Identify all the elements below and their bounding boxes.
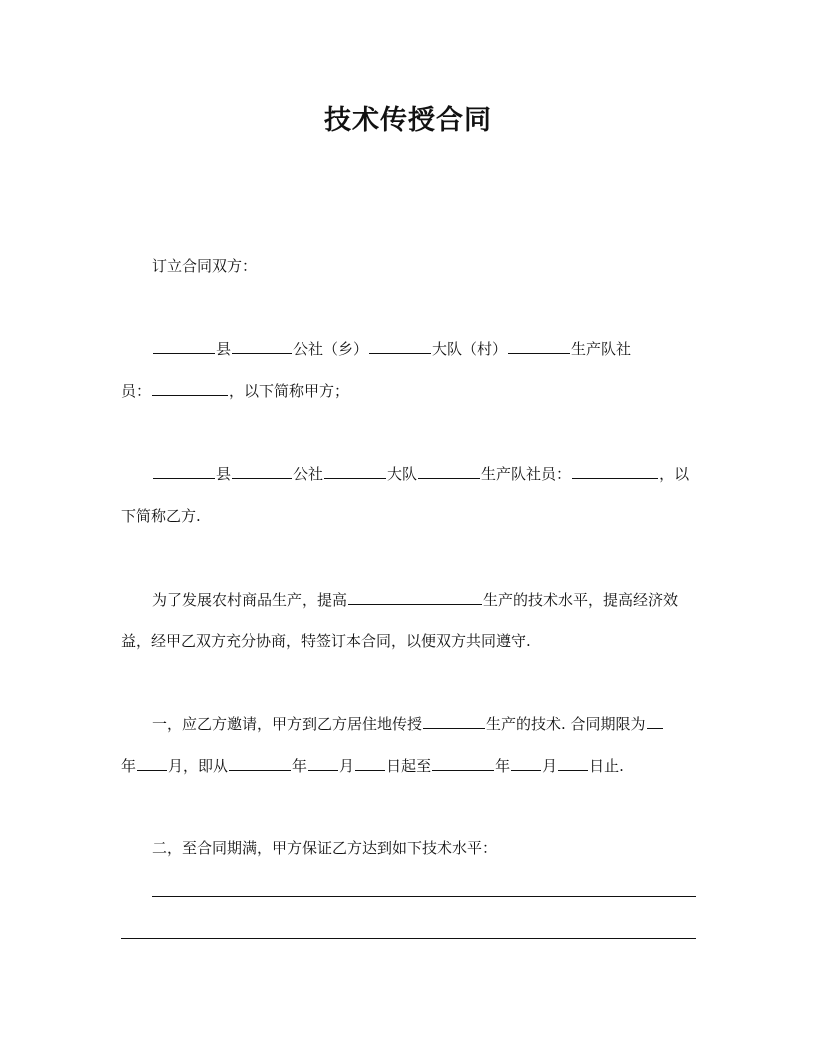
blank-field[interactable] bbox=[432, 757, 494, 771]
label-year: 年 bbox=[121, 757, 137, 775]
intro-text: 订立合同双方： bbox=[152, 257, 258, 275]
blank-field[interactable] bbox=[558, 757, 588, 771]
blank-field[interactable] bbox=[418, 465, 480, 479]
blank-field[interactable] bbox=[348, 591, 482, 605]
purpose-line-2 bbox=[121, 631, 531, 651]
clause-2-line-1 bbox=[152, 838, 497, 858]
label-party-a-suffix: ，以下简称甲方； bbox=[229, 382, 350, 400]
purpose-text-a: 为了发展农村商品生产，提高 bbox=[152, 591, 348, 609]
party-a-line-1 bbox=[152, 339, 631, 359]
label-party-b-suffix: ，以 bbox=[659, 465, 690, 483]
blank-field[interactable] bbox=[508, 340, 570, 354]
blank-field[interactable] bbox=[308, 757, 338, 771]
label-day-to: 日止. bbox=[589, 757, 624, 775]
label-party-b-cont: 下简称乙方. bbox=[121, 507, 201, 525]
document-title: 技术传授合同 bbox=[324, 105, 492, 136]
party-b-line-2 bbox=[121, 506, 201, 526]
intro-line bbox=[152, 256, 257, 276]
blank-field[interactable] bbox=[232, 340, 292, 354]
clause-2-text: 二，至合同期满，甲方保证乙方达到如下技术水平： bbox=[152, 839, 498, 857]
label-month-from: 月，即从 bbox=[168, 757, 229, 775]
blank-field[interactable] bbox=[355, 757, 385, 771]
label-month-2: 月 bbox=[339, 757, 355, 775]
clause-1-line-2 bbox=[121, 756, 624, 776]
label-commune: 公社 bbox=[293, 465, 324, 483]
label-month-3: 月 bbox=[542, 757, 558, 775]
clause-1-text-a: 一，应乙方邀请，甲方到乙方居住地传授 bbox=[152, 715, 423, 733]
label-county: 县 bbox=[216, 465, 232, 483]
blank-field[interactable] bbox=[153, 340, 215, 354]
label-county: 县 bbox=[216, 340, 232, 358]
label-member: 员： bbox=[121, 382, 152, 400]
blank-field[interactable] bbox=[369, 340, 431, 354]
clause-1-line-1 bbox=[152, 714, 664, 734]
party-a-line-2 bbox=[121, 381, 349, 401]
blank-line[interactable] bbox=[121, 938, 696, 939]
label-team: 生产队社 bbox=[571, 340, 632, 358]
blank-field[interactable] bbox=[647, 715, 663, 729]
label-brigade: 大队（村） bbox=[432, 340, 508, 358]
label-brigade: 大队 bbox=[387, 465, 418, 483]
blank-field[interactable] bbox=[423, 715, 485, 729]
blank-field[interactable] bbox=[324, 465, 386, 479]
label-day-from: 日起至 bbox=[386, 757, 432, 775]
label-team-member: 生产队社员： bbox=[481, 465, 572, 483]
blank-field[interactable] bbox=[137, 757, 167, 771]
blank-field[interactable] bbox=[511, 757, 541, 771]
purpose-line-1 bbox=[152, 590, 678, 610]
blank-field[interactable] bbox=[152, 382, 228, 396]
blank-field[interactable] bbox=[153, 465, 215, 479]
label-year-2: 年 bbox=[292, 757, 308, 775]
blank-field[interactable] bbox=[232, 465, 292, 479]
party-b-line-1 bbox=[152, 464, 689, 484]
clause-1-text-b: 生产的技术. 合同期限为 bbox=[486, 715, 646, 733]
blank-field[interactable] bbox=[229, 757, 291, 771]
blank-line[interactable] bbox=[152, 896, 696, 897]
purpose-text-b: 生产的技术水平，提高经济效 bbox=[483, 591, 679, 609]
label-commune: 公社（乡） bbox=[293, 340, 369, 358]
blank-field[interactable] bbox=[572, 465, 658, 479]
label-year-3: 年 bbox=[495, 757, 511, 775]
purpose-text-2: 益，经甲乙双方充分协商，特签订本合同，以便双方共同遵守. bbox=[121, 632, 531, 650]
